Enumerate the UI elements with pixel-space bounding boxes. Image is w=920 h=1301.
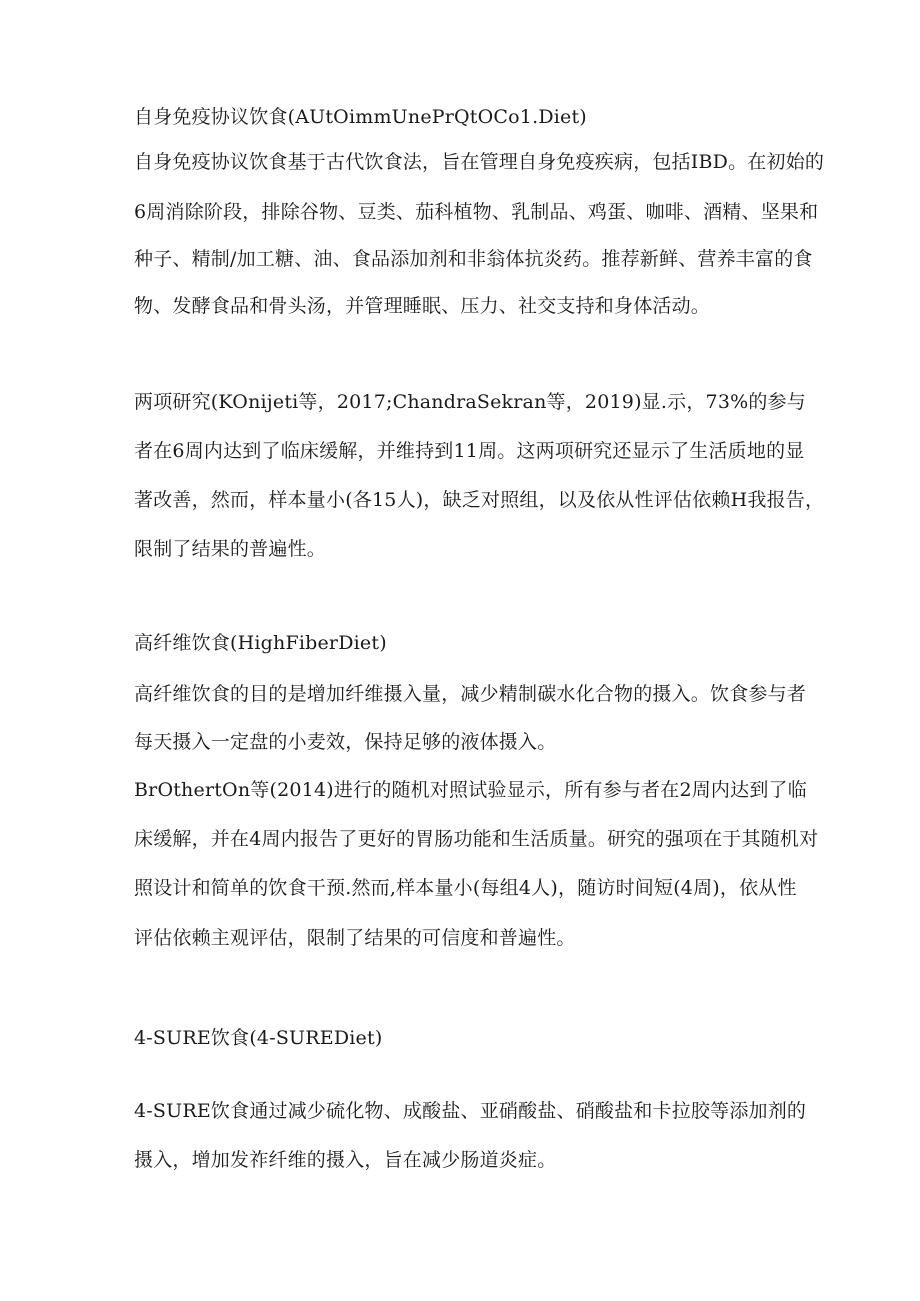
paragraph-line: 自身免疫协议饮食基于古代饮食法，旨在管理自身免疫疾病，包括IBD。在初始的 (134, 151, 825, 173)
paragraph-line: 两项研究(KOnijeti等，2017;ChandraSekran等，2019)显.示，73%的参与 (134, 391, 806, 413)
paragraph-line: 照设计和简单的饮食干预.然而,样本量小(每组4人)，随访时间短(4周)，依从性 (134, 877, 797, 899)
paragraph-line: 种子、精制/加工糖、油、食品添加剂和非翁体抗炎药。推荐新鲜、营养丰富的食 (134, 248, 813, 270)
paragraph-line: 评估依赖主观评估，限制了结果的可信度和普遍性。 (134, 927, 576, 949)
paragraph-line: 限制了结果的普遍性。 (134, 538, 327, 560)
paragraph-line: 著改善，然而，样本量小(各15人)，缺乏对照组，以及依从性评估依赖H我报告， (134, 489, 825, 511)
section-heading-aip: 自身免疫协议饮食(AUtOimmUnePrQtOCo1.Diet) (134, 106, 587, 128)
paragraph-line: 摄入，增加发祚纤维的摄入，旨在减少肠道炎症。 (134, 1149, 557, 1171)
paragraph-line: 4-SURE饮食通过减少硫化物、成酸盐、亚硝酸盐、硝酸盐和卡拉胶等添加剂的 (134, 1100, 807, 1122)
paragraph-line: 6周消除阶段，排除谷物、豆类、茄科植物、乳制品、鸡蛋、咖啡、酒精、坚果和 (134, 201, 819, 223)
paragraph-line: 高纤维饮食的目的是增加纤维摄入量，减少精制碳水化合物的摄入。饮食参与者 (134, 683, 807, 705)
paragraph-line: 者在6周内达到了临床缓解，并维持到11周。这两项研究还显示了生活质地的显 (134, 440, 805, 462)
paragraph-line: 每天摄入一定盘的小麦效，保持足够的液体摄入。 (134, 731, 557, 753)
paragraph-line: 床缓解，并在4周内报告了更好的胃肠功能和生活质量。研究的强项在于其随机对 (134, 828, 819, 850)
section-heading-4-sure: 4-SURE饮食(4-SUREDiet) (134, 1027, 383, 1049)
section-heading-high-fiber: 高纤维饮食(HighFiberDiet) (134, 632, 387, 654)
paragraph-line: BrOthertOn等(2014)进行的随机对照试验显示，所有参与者在2周内达到了临 (134, 779, 807, 801)
paragraph-line: 物、发酵食品和骨头汤，并管理睡眠、压力、社交支持和身体活动。 (134, 295, 711, 317)
